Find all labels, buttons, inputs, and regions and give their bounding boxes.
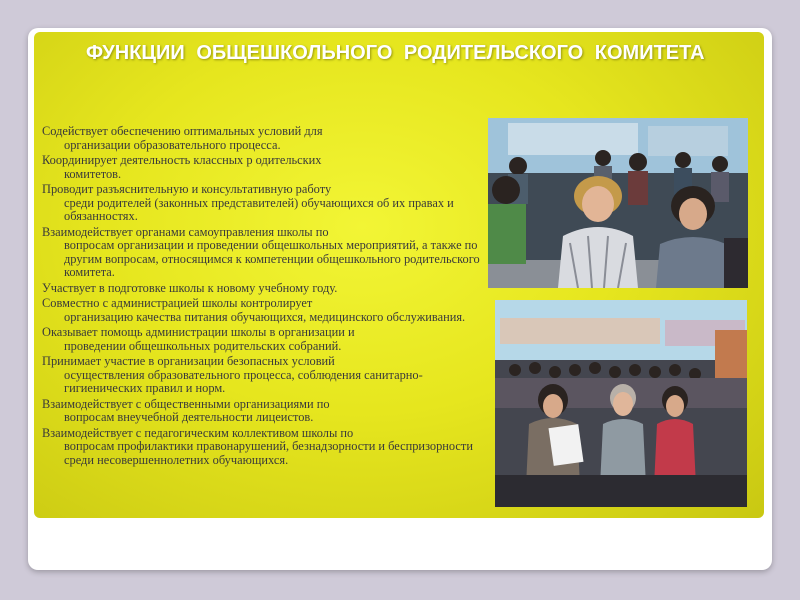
meeting-photo-1	[488, 118, 748, 288]
meeting-photo-2	[495, 300, 747, 507]
functions-list	[42, 125, 482, 469]
list-item: Взаимодействует с общественными организациями по вопросам внеучебной деятельности лицеистов.	[42, 396, 330, 425]
list-item: Взаимодействует с педагогическим коллективом школы по вопросам профилактики правонарушений, безнадзорности и беспризорности среди несовершеннолетних обучающихся.	[42, 425, 473, 467]
slide-title: ФУНКЦИИ ОБЩЕШКОЛЬНОГО РОДИТЕЛЬСКОГО КОМИТЕТА	[86, 42, 705, 64]
list-item: Координирует деятельность классных р одительских комитетов.	[42, 152, 322, 181]
list-item: Оказывает помощь администрации школы в организации и проведении общешкольных родительских собраний.	[42, 325, 355, 353]
list-item: Взаимодействует органами самоуправления школы по вопросам организации и проведении общешкольных мероприятий, а также по другим вопросам, относящимся к компетенции общешкольного родительского комитета.	[42, 224, 480, 280]
list-item: Совместно с администрацией школы контролирует организацию качества питания обучающихся, медицинского обслуживания.	[42, 296, 466, 324]
list-item: Содействует обеспечению оптимальных условий для организации образовательного процесса.	[42, 124, 323, 152]
list-item: Участвует в подготовке школы к новому учебному году.	[42, 280, 338, 295]
list-item: Принимает участие в организации безопасных условий осуществления образовательного процесса, соблюдения санитарно-гигиенических правил и норм.	[42, 354, 423, 396]
list-item: Проводит разъяснительную и консультативную работу среди родителей (законных представителей) обучающихся об их правах и обязанностях.	[42, 181, 454, 224]
